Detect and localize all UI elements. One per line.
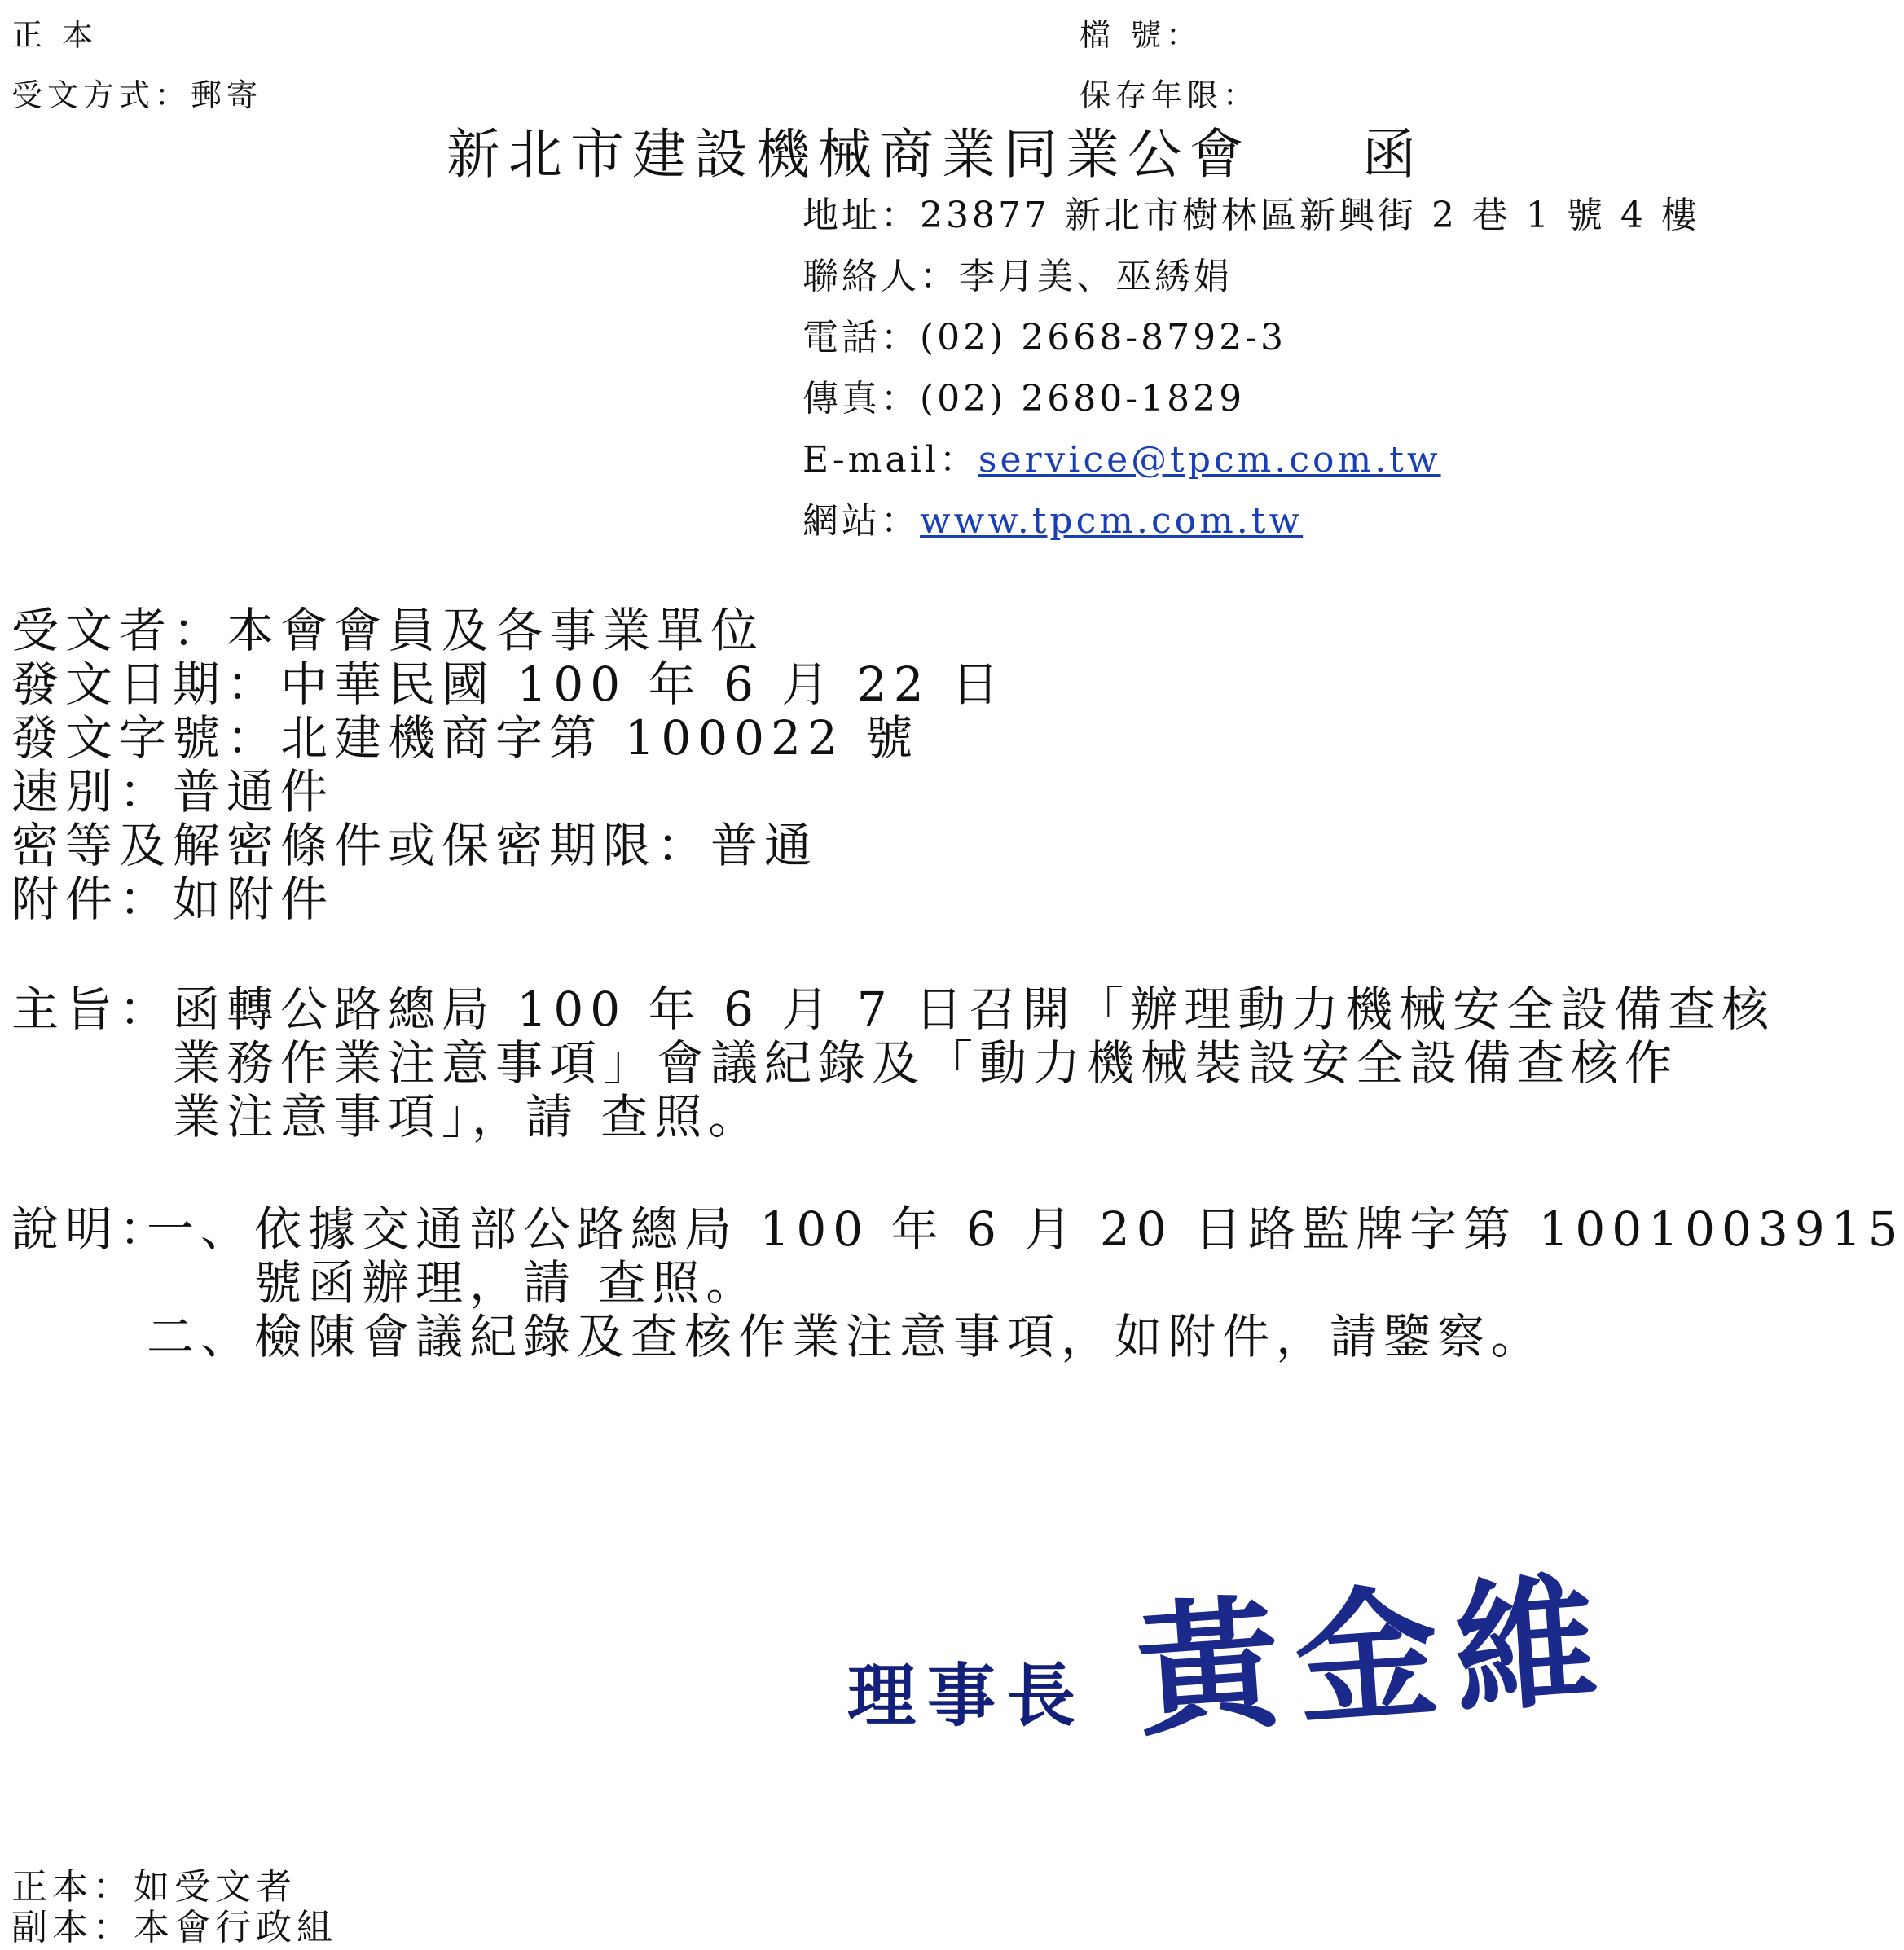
file-number-label: 檔 號： bbox=[1080, 17, 1203, 53]
delivery-speed: 速別：普通件 bbox=[11, 764, 335, 819]
website-row bbox=[802, 491, 1303, 543]
attachment: 附件：如附件 bbox=[11, 872, 335, 927]
subject-label: 主旨： bbox=[11, 982, 174, 1037]
document-number: 發文字號：北建機商字第 100022 號 bbox=[11, 710, 920, 766]
retention-period-label: 保存年限： bbox=[1080, 77, 1260, 113]
security-level: 密等及解密條件或保密期限：普通 bbox=[11, 818, 819, 873]
signature-title: 理事長 bbox=[847, 1655, 1088, 1736]
explanation-item-1-line-1: 依據交通部公路總局 100 年 6 月 20 日路監牌字第 1001003915 bbox=[254, 1201, 1904, 1257]
subject-line-3: 業注意事項」，請 查照。 bbox=[173, 1089, 763, 1144]
recipient: 受文者：本會會員及各事業單位 bbox=[11, 603, 765, 658]
phone: 電話：(02) 2668-8792-3 bbox=[802, 317, 1286, 358]
signature-name: 黃金維 bbox=[1131, 1557, 1619, 1757]
copy-type-label: 正 本 bbox=[11, 17, 99, 53]
subject-line-2: 業務作業注意事項」會議紀錄及「動力機械裝設安全設備查核作 bbox=[173, 1035, 1679, 1091]
email-link[interactable]: service@tpcm.com.tw bbox=[978, 439, 1441, 481]
email-row bbox=[802, 430, 1441, 482]
explanation-label: 說明： bbox=[11, 1201, 174, 1257]
subject-line-1: 函轉公路總局 100 年 6 月 7 日召開「辦理動力機械安全設備查核 bbox=[173, 982, 1776, 1037]
document-kind: 函 bbox=[1362, 123, 1424, 186]
distribution-copy: 副本：本會行政組 bbox=[11, 1907, 337, 1948]
organization-name: 新北市建設機械商業同業公會 bbox=[446, 123, 1251, 186]
website-link[interactable]: www.tpcm.com.tw bbox=[920, 500, 1304, 542]
website-label: 網站： bbox=[802, 500, 920, 542]
receive-method: 受文方式：郵寄 bbox=[11, 77, 263, 113]
email-label: E-mail： bbox=[802, 439, 978, 481]
fax: 傳真：(02) 2680-1829 bbox=[802, 378, 1246, 419]
address: 地址：23877 新北市樹林區新興街 2 巷 1 號 4 樓 bbox=[802, 195, 1700, 236]
explanation-item-1-number: 一、 bbox=[147, 1201, 255, 1257]
explanation-item-1-line-2: 號函辦理，請 查照。 bbox=[254, 1255, 760, 1311]
distribution-original: 正本：如受文者 bbox=[11, 1866, 297, 1908]
contact-person: 聯絡人：李月美、巫綉娟 bbox=[802, 256, 1233, 297]
issue-date: 發文日期：中華民國 100 年 6 月 22 日 bbox=[11, 657, 1006, 712]
explanation-item-2-number: 二、 bbox=[147, 1309, 255, 1364]
explanation-item-2-text: 檢陳會議紀錄及查核作業注意事項，如附件，請鑒察。 bbox=[254, 1309, 1546, 1364]
